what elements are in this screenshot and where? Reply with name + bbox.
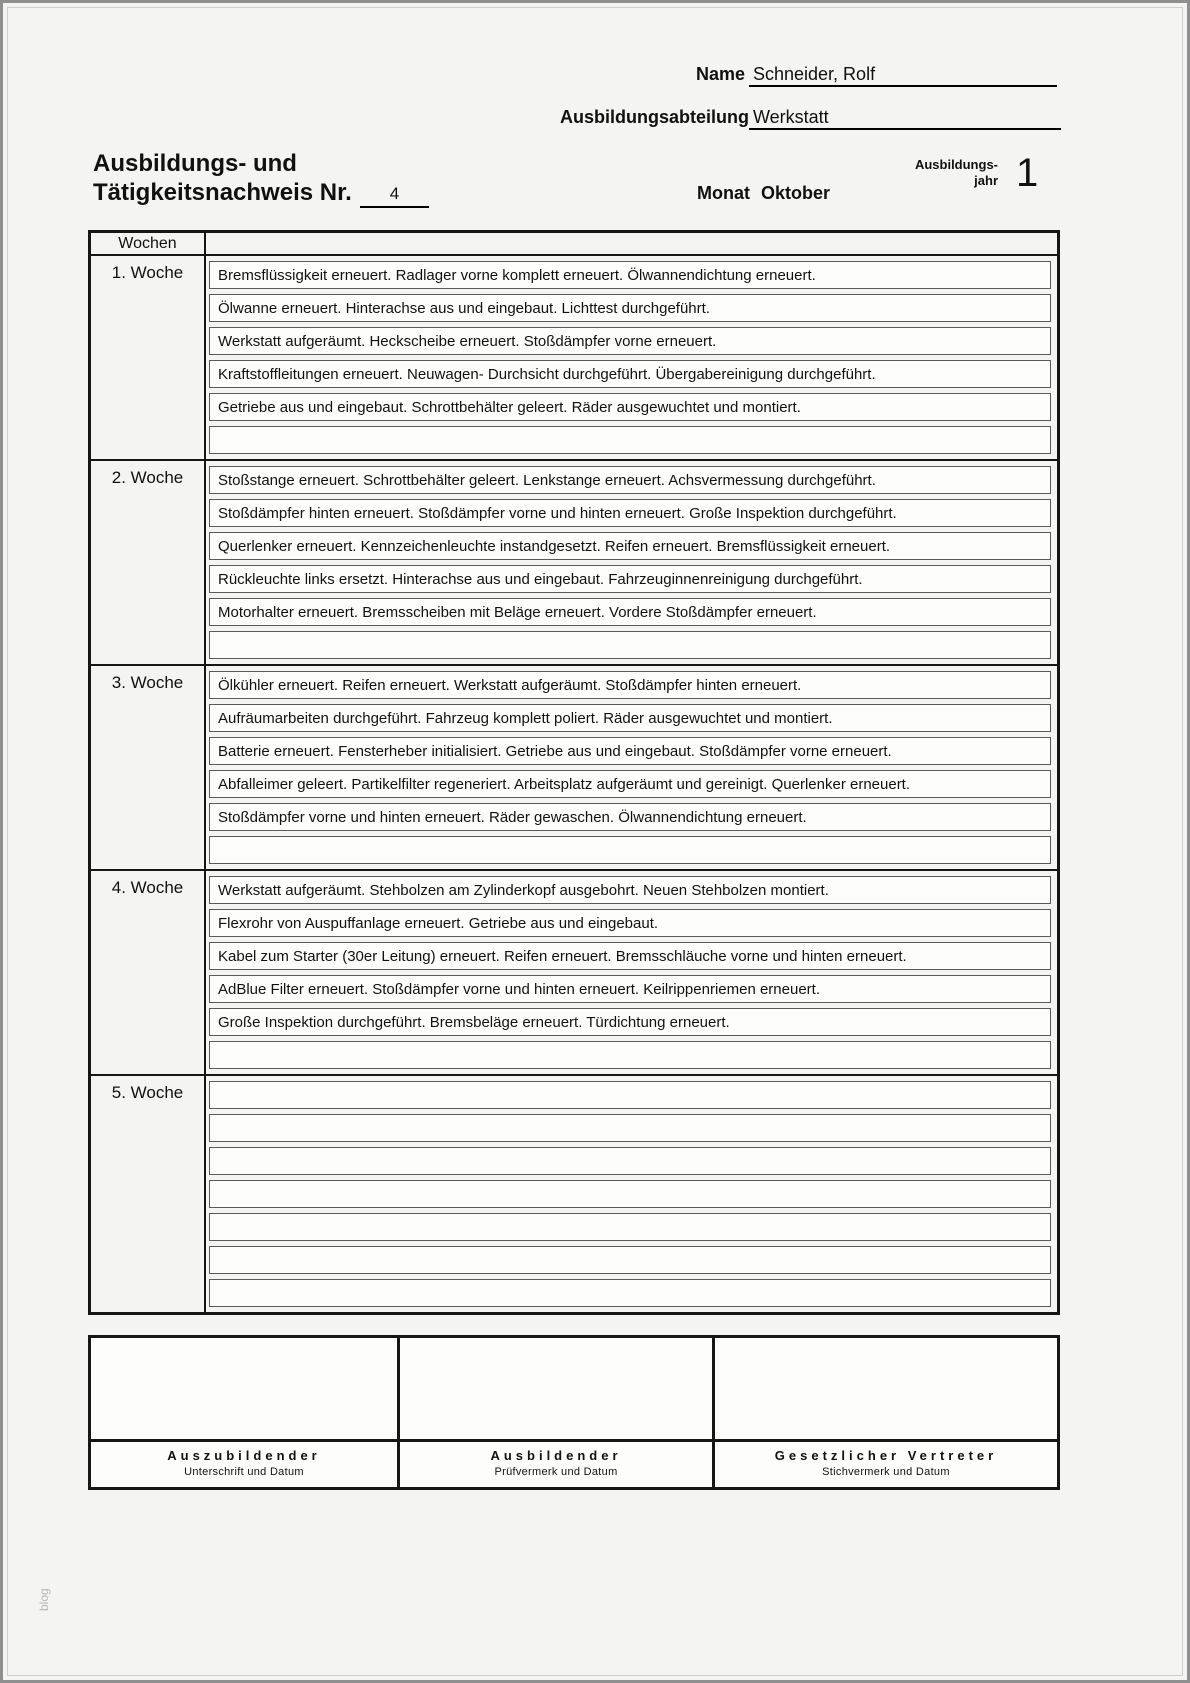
signature-title: Ausbildender [490, 1448, 622, 1463]
signature-subtitle: Stichvermerk und Datum [822, 1466, 950, 1478]
weeks-body [91, 256, 1057, 1312]
week-label-cell [91, 256, 206, 459]
signature-subtitle: Unterschrift und Datum [184, 1466, 304, 1478]
signature-title: Gesetzlicher Vertreter [774, 1448, 998, 1463]
week-label: 5. Woche [111, 1083, 184, 1102]
activities-column-header [206, 233, 1057, 254]
week-rows [206, 871, 1057, 1074]
department-label: Ausbildungsabteilung [560, 107, 749, 127]
department-value[interactable]: Werkstatt [753, 107, 829, 127]
signature-box[interactable] [715, 1338, 1057, 1442]
form-title [93, 149, 352, 207]
week-label-cell [91, 461, 206, 664]
training-year-label [898, 157, 998, 189]
activity-row[interactable] [209, 1279, 1051, 1307]
week-rows [206, 666, 1057, 869]
week-rows [206, 256, 1057, 459]
signature-table [88, 1335, 1060, 1490]
activity-row[interactable] [209, 1180, 1051, 1208]
activity-row[interactable]: Werkstatt aufgeräumt. Stehbolzen am Zylinderkopf ausgebohrt. Neuen Stehbolzen montiert. [209, 876, 1051, 904]
activity-row[interactable]: Batterie erneuert. Fensterheber initialisiert. Getriebe aus und eingebaut. Stoßdämpfer vorne erneuert. [209, 737, 1051, 765]
weeks-table-header [91, 233, 1057, 256]
activity-row[interactable]: Abfalleimer geleert. Partikelfilter regeneriert. Arbeitsplatz aufgeräumt und gereinigt. Querlenker erneuert. [209, 770, 1051, 798]
training-year-value[interactable]: 1 [1016, 151, 1039, 195]
signature-box[interactable] [91, 1338, 397, 1442]
week-section [91, 459, 1057, 664]
activity-row[interactable]: AdBlue Filter erneuert. Stoßdämpfer vorne und hinten erneuert. Keilrippenriemen erneuert. [209, 975, 1051, 1003]
week-label: 2. Woche [111, 468, 184, 487]
signature-label [91, 1442, 397, 1487]
watermark: blog [37, 1588, 51, 1611]
name-underline [749, 63, 1057, 87]
week-section [91, 256, 1057, 459]
signature-column [91, 1338, 400, 1487]
week-rows [206, 1076, 1057, 1312]
week-label: 4. Woche [111, 878, 184, 897]
activity-row[interactable] [209, 631, 1051, 659]
week-label-cell [91, 1076, 206, 1312]
training-year-label-line1: Ausbildungs- [914, 157, 998, 172]
activity-row[interactable]: Ölwanne erneuert. Hinterachse aus und eingebaut. Lichttest durchgeführt. [209, 294, 1051, 322]
activity-row[interactable]: Stoßdämpfer hinten erneuert. Stoßdämpfer vorne und hinten erneuert. Große Inspektion durchgeführt. [209, 499, 1051, 527]
weeks-table [88, 230, 1060, 1315]
activity-row[interactable]: Ölkühler erneuert. Reifen erneuert. Werkstatt aufgeräumt. Stoßdämpfer hinten erneuert. [209, 671, 1051, 699]
activity-row[interactable] [209, 1246, 1051, 1274]
activity-row[interactable]: Motorhalter erneuert. Bremsscheiben mit Beläge erneuert. Vordere Stoßdämpfer erneuert. [209, 598, 1051, 626]
activity-row[interactable]: Werkstatt aufgeräumt. Heckscheibe erneuert. Stoßdämpfer vorne erneuert. [209, 327, 1051, 355]
activity-row[interactable]: Große Inspektion durchgeführt. Bremsbeläge erneuert. Türdichtung erneuert. [209, 1008, 1051, 1036]
report-number-underline [360, 206, 429, 208]
training-year-label-line2: jahr [974, 173, 998, 188]
signature-title: Auszubildender [167, 1448, 321, 1463]
month-field [697, 183, 830, 204]
form-title-line1: Ausbildungs- und [93, 150, 297, 177]
month-value[interactable]: Oktober [761, 183, 831, 203]
activity-row[interactable] [209, 1213, 1051, 1241]
week-label-cell [91, 666, 206, 869]
week-section [91, 1074, 1057, 1312]
activity-row[interactable] [209, 1114, 1051, 1142]
name-label: Name [696, 64, 746, 84]
activity-row[interactable]: Stoßstange erneuert. Schrottbehälter geleert. Lenkstange erneuert. Achsvermessung durchgeführt. [209, 466, 1051, 494]
activity-row[interactable]: Stoßdämpfer vorne und hinten erneuert. Räder gewaschen. Ölwannendichtung erneuert. [209, 803, 1051, 831]
activity-row[interactable] [209, 836, 1051, 864]
month-label: Monat [697, 183, 750, 203]
activity-row[interactable]: Kraftstoffleitungen erneuert. Neuwagen- Durchsicht durchgeführt. Übergabereinigung durchgeführt. [209, 360, 1051, 388]
activity-row[interactable]: Kabel zum Starter (30er Leitung) erneuert. Reifen erneuert. Bremsschläuche vorne und hinten erneuert. [209, 942, 1051, 970]
activity-row[interactable]: Bremsflüssigkeit erneuert. Radlager vorne komplett erneuert. Ölwannendichtung erneuert. [209, 261, 1051, 289]
signature-label [715, 1442, 1057, 1487]
activity-row[interactable]: Flexrohr von Auspuffanlage erneuert. Getriebe aus und eingebaut. [209, 909, 1051, 937]
report-number[interactable]: 4 [389, 184, 400, 203]
signature-column [400, 1338, 715, 1487]
activity-row[interactable]: Rückleuchte links ersetzt. Hinterachse aus und eingebaut. Fahrzeuginnenreinigung durchgeführt. [209, 565, 1051, 593]
form-title-line2: Tätigkeitsnachweis Nr. [93, 179, 352, 206]
activity-row[interactable]: Querlenker erneuert. Kennzeichenleuchte instandgesetzt. Reifen erneuert. Bremsflüssigkeit erneuert. [209, 532, 1051, 560]
name-value[interactable]: Schneider, Rolf [753, 64, 876, 84]
week-section [91, 664, 1057, 869]
week-label: 3. Woche [111, 673, 184, 692]
activity-row[interactable]: Getriebe aus und eingebaut. Schrottbehälter geleert. Räder ausgewuchtet und montiert. [209, 393, 1051, 421]
signature-column [715, 1338, 1057, 1487]
department-underline [749, 106, 1061, 130]
signature-subtitle: Prüfvermerk und Datum [494, 1466, 618, 1478]
week-label: 1. Woche [111, 263, 184, 282]
activity-row[interactable] [209, 1041, 1051, 1069]
activity-row[interactable] [209, 1081, 1051, 1109]
week-rows [206, 461, 1057, 664]
activity-row[interactable]: Aufräumarbeiten durchgeführt. Fahrzeug komplett poliert. Räder ausgewuchtet und montiert. [209, 704, 1051, 732]
signature-label [400, 1442, 712, 1487]
weeks-column-header: Wochen [91, 233, 206, 254]
activity-row[interactable] [209, 426, 1051, 454]
activity-row[interactable] [209, 1147, 1051, 1175]
week-label-cell [91, 871, 206, 1074]
week-section [91, 869, 1057, 1074]
signature-box[interactable] [400, 1338, 712, 1442]
